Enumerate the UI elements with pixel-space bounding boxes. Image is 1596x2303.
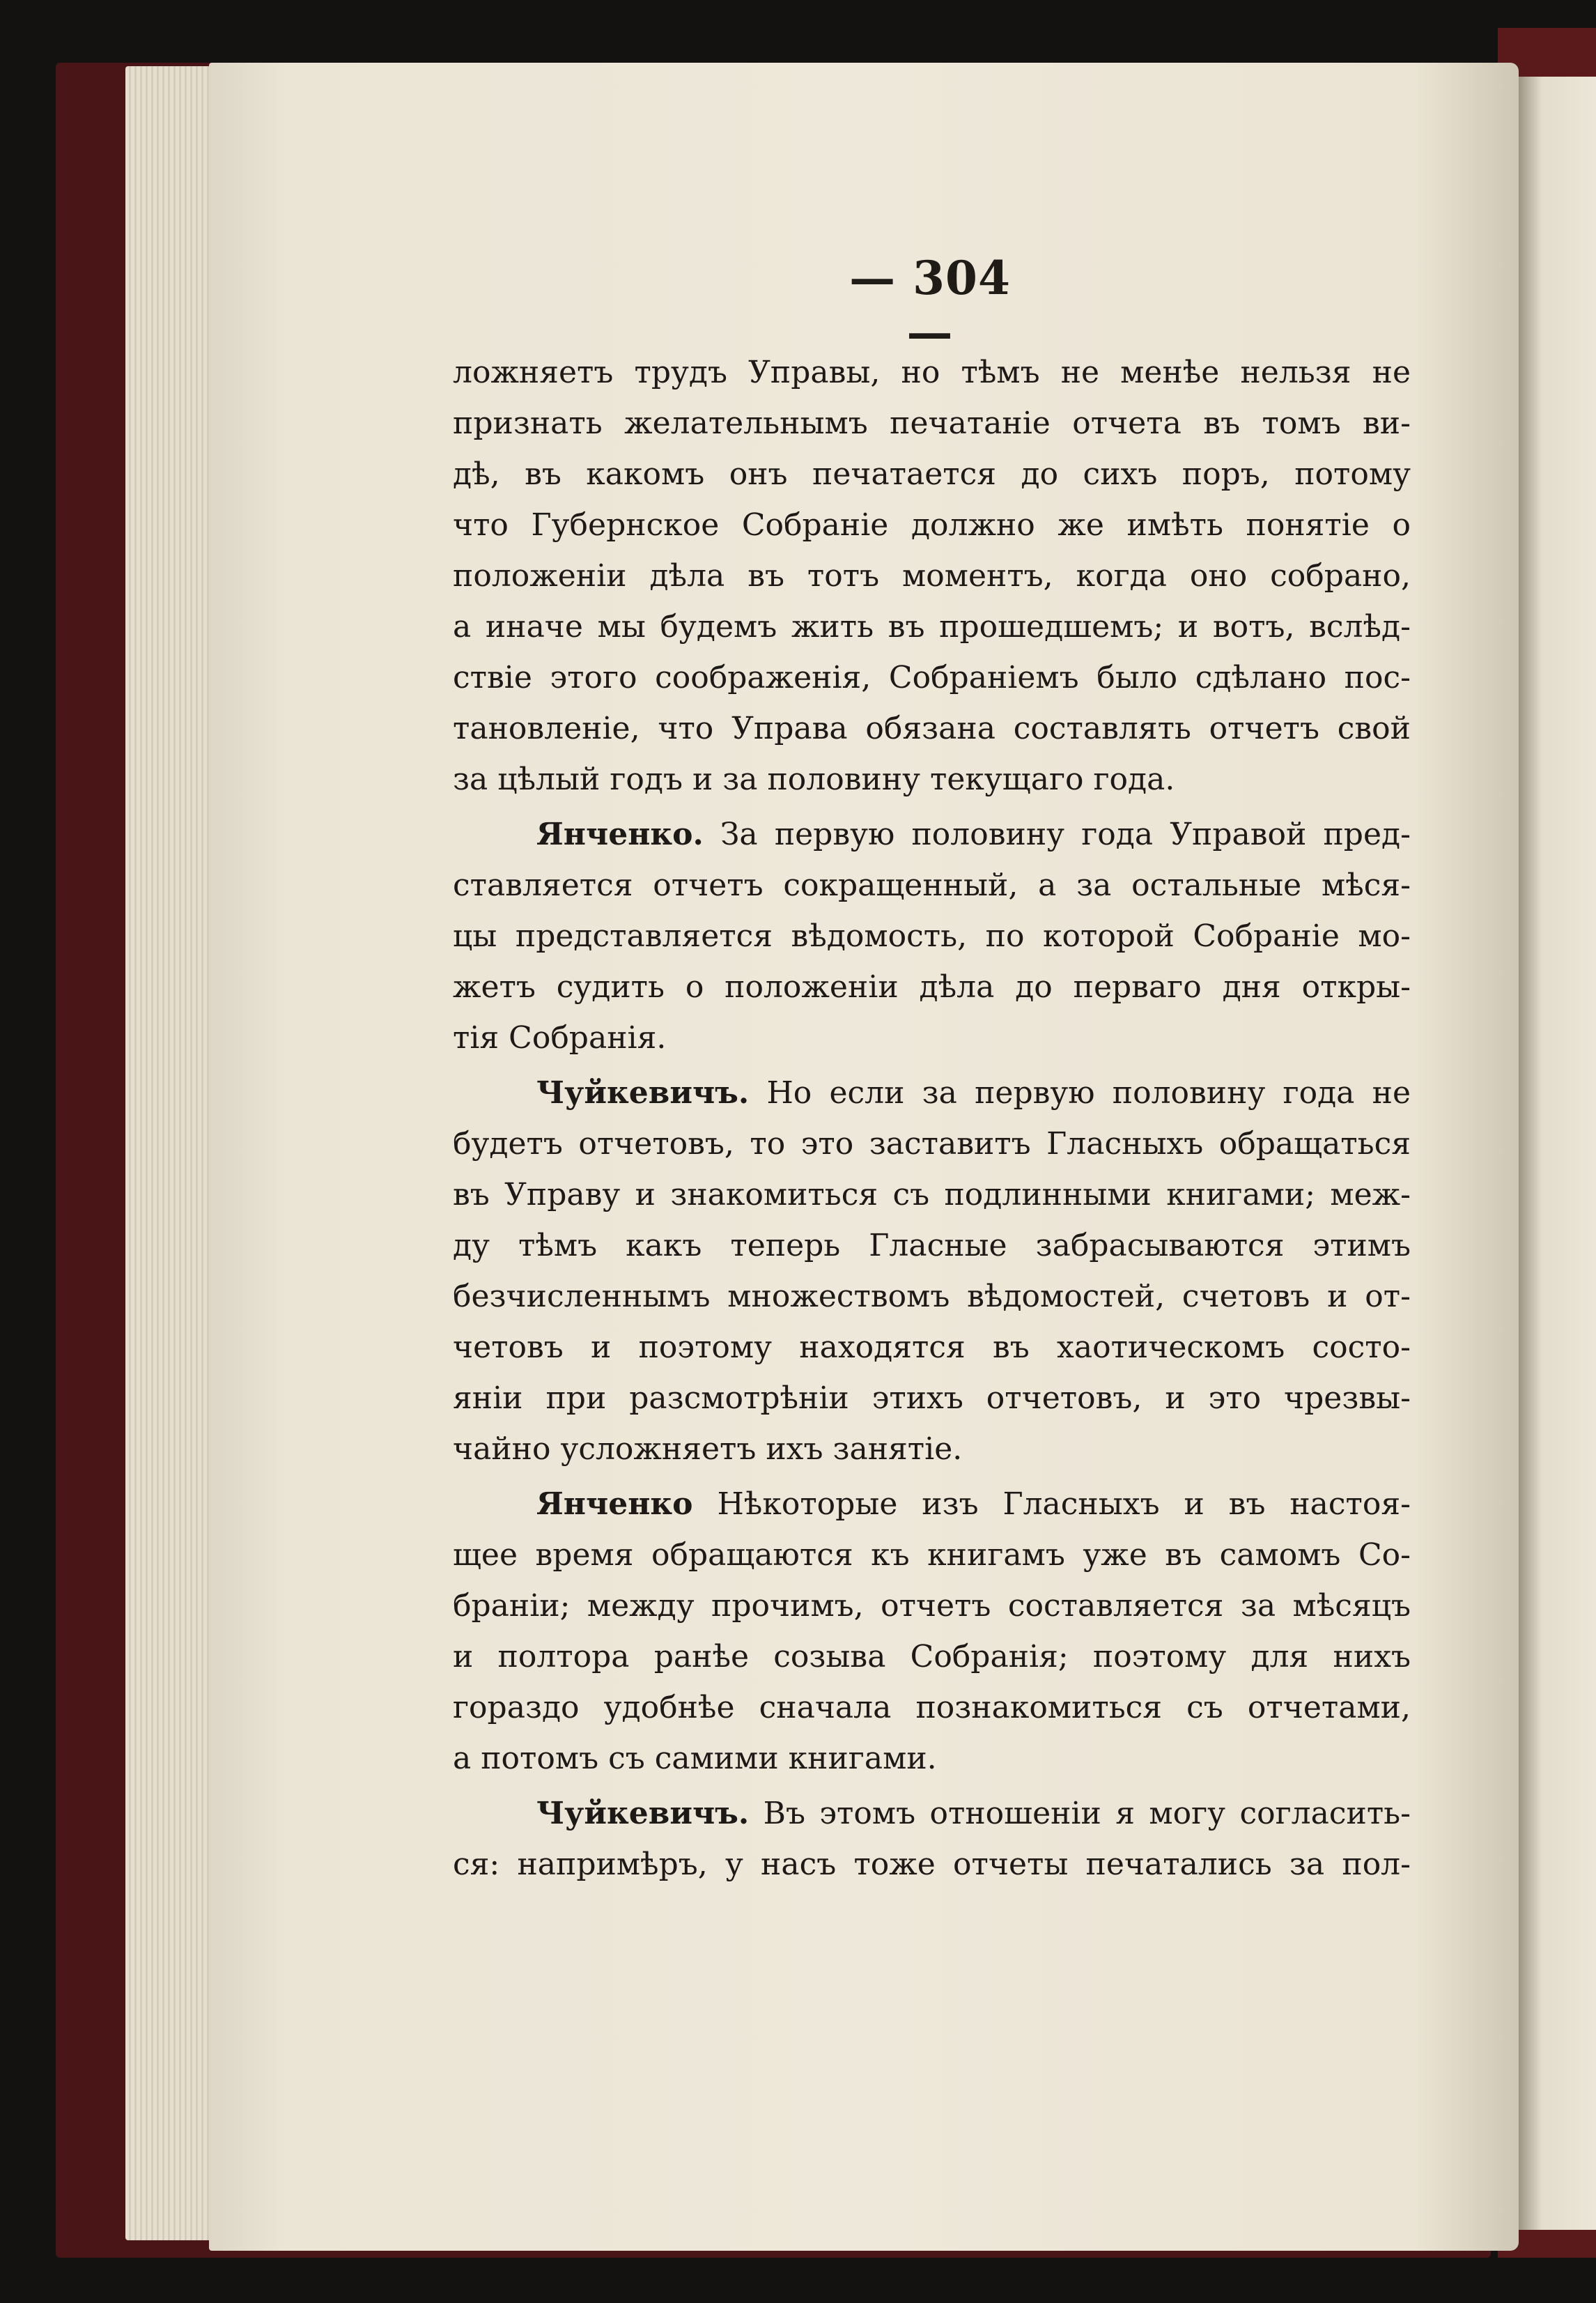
text-line: положенiи дѣла въ тотъ моментъ, когда оно собрано, [453, 558, 1411, 594]
text-line [453, 1479, 1411, 1530]
text-line: щее время обращаются къ книгамъ уже въ самомъ Со- [453, 1537, 1411, 1573]
facing-page-edge [1519, 77, 1596, 2230]
text-line: гораздо удобнѣе сначала познакомиться съ отчетами, [453, 1690, 1411, 1725]
text-line: тановленiе, что Управа обязана составлять отчетъ свой [453, 711, 1411, 746]
text-line: признать желательнымъ печатанiе отчета въ томъ ви- [453, 406, 1411, 441]
text-line: безчисленнымъ множествомъ вѣдомостей, счетовъ и от- [453, 1279, 1411, 1314]
page-number: — 304 — [849, 251, 1011, 360]
text-line: а потомъ съ самими книгами. [453, 1741, 937, 1776]
text-line: бранiи; между прочимъ, отчетъ составляется за мѣсяцъ [453, 1588, 1411, 1624]
text-line: чайно усложняетъ ихъ занятiе. [453, 1431, 963, 1467]
text-line: за цѣлый годъ и за половину текущаго года. [453, 762, 1175, 797]
speaker-name: Чуйкевичъ. [536, 1796, 750, 1831]
text-line [453, 1068, 1411, 1118]
speaker-name: Янченко [536, 1486, 693, 1522]
text-line: и полтора ранѣе созыва Собранiя; поэтому для нихъ [453, 1639, 1411, 1674]
speaker-name: Чуйкевичъ. [536, 1075, 750, 1111]
speaker-name: Янченко. [536, 817, 704, 852]
text-line: ду тѣмъ какъ теперь Гласные забрасываются этимъ [453, 1228, 1411, 1263]
text-line: цы представляется вѣдомость, по которой Собранiе мо- [453, 918, 1411, 954]
text-line: дѣ, въ какомъ онъ печатается до сихъ поръ, потому [453, 456, 1411, 492]
text-line: четовъ и поэтому находятся въ хаотическомъ состо- [453, 1330, 1411, 1365]
text-line: что Губернское Собранiе должно же имѣть понятiе о [453, 507, 1411, 543]
line-text: Но если за первую половину года не [766, 1075, 1411, 1111]
line-text: Въ этомъ отношенiи я могу согласить- [763, 1796, 1411, 1831]
page-text [453, 347, 1411, 1890]
text-line: ставляется отчетъ сокращенный, а за остальные мѣся- [453, 868, 1411, 903]
text-line: янiи при разсмотрѣнiи этихъ отчетовъ, и это чрезвы- [453, 1380, 1411, 1416]
text-line [453, 809, 1411, 860]
text-line: ся: напримѣръ, у насъ тоже отчеты печатались за пол- [453, 1847, 1411, 1882]
line-text: Нѣкоторые изъ Гласныхъ и въ настоя- [717, 1486, 1411, 1522]
line-text: За первую половину года Управой пред- [720, 817, 1411, 852]
text-line: жетъ судить о положенiи дѣла до перваго дня откры- [453, 969, 1411, 1005]
text-line: а иначе мы будемъ жить въ прошедшемъ; и вотъ, вслѣд- [453, 609, 1411, 645]
text-line [453, 1788, 1411, 1839]
text-line: ложняетъ трудъ Управы, но тѣмъ не менѣе нельзя не [453, 355, 1411, 390]
text-line: будетъ отчетовъ, то это заставитъ Гласныхъ обращаться [453, 1126, 1411, 1162]
text-line: въ Управу и знакомиться съ подлинными книгами; меж- [453, 1177, 1411, 1212]
text-line: ствiе этого соображенiя, Собранiемъ было сдѣлано пос- [453, 660, 1411, 695]
text-line: тiя Собранiя. [453, 1020, 667, 1056]
